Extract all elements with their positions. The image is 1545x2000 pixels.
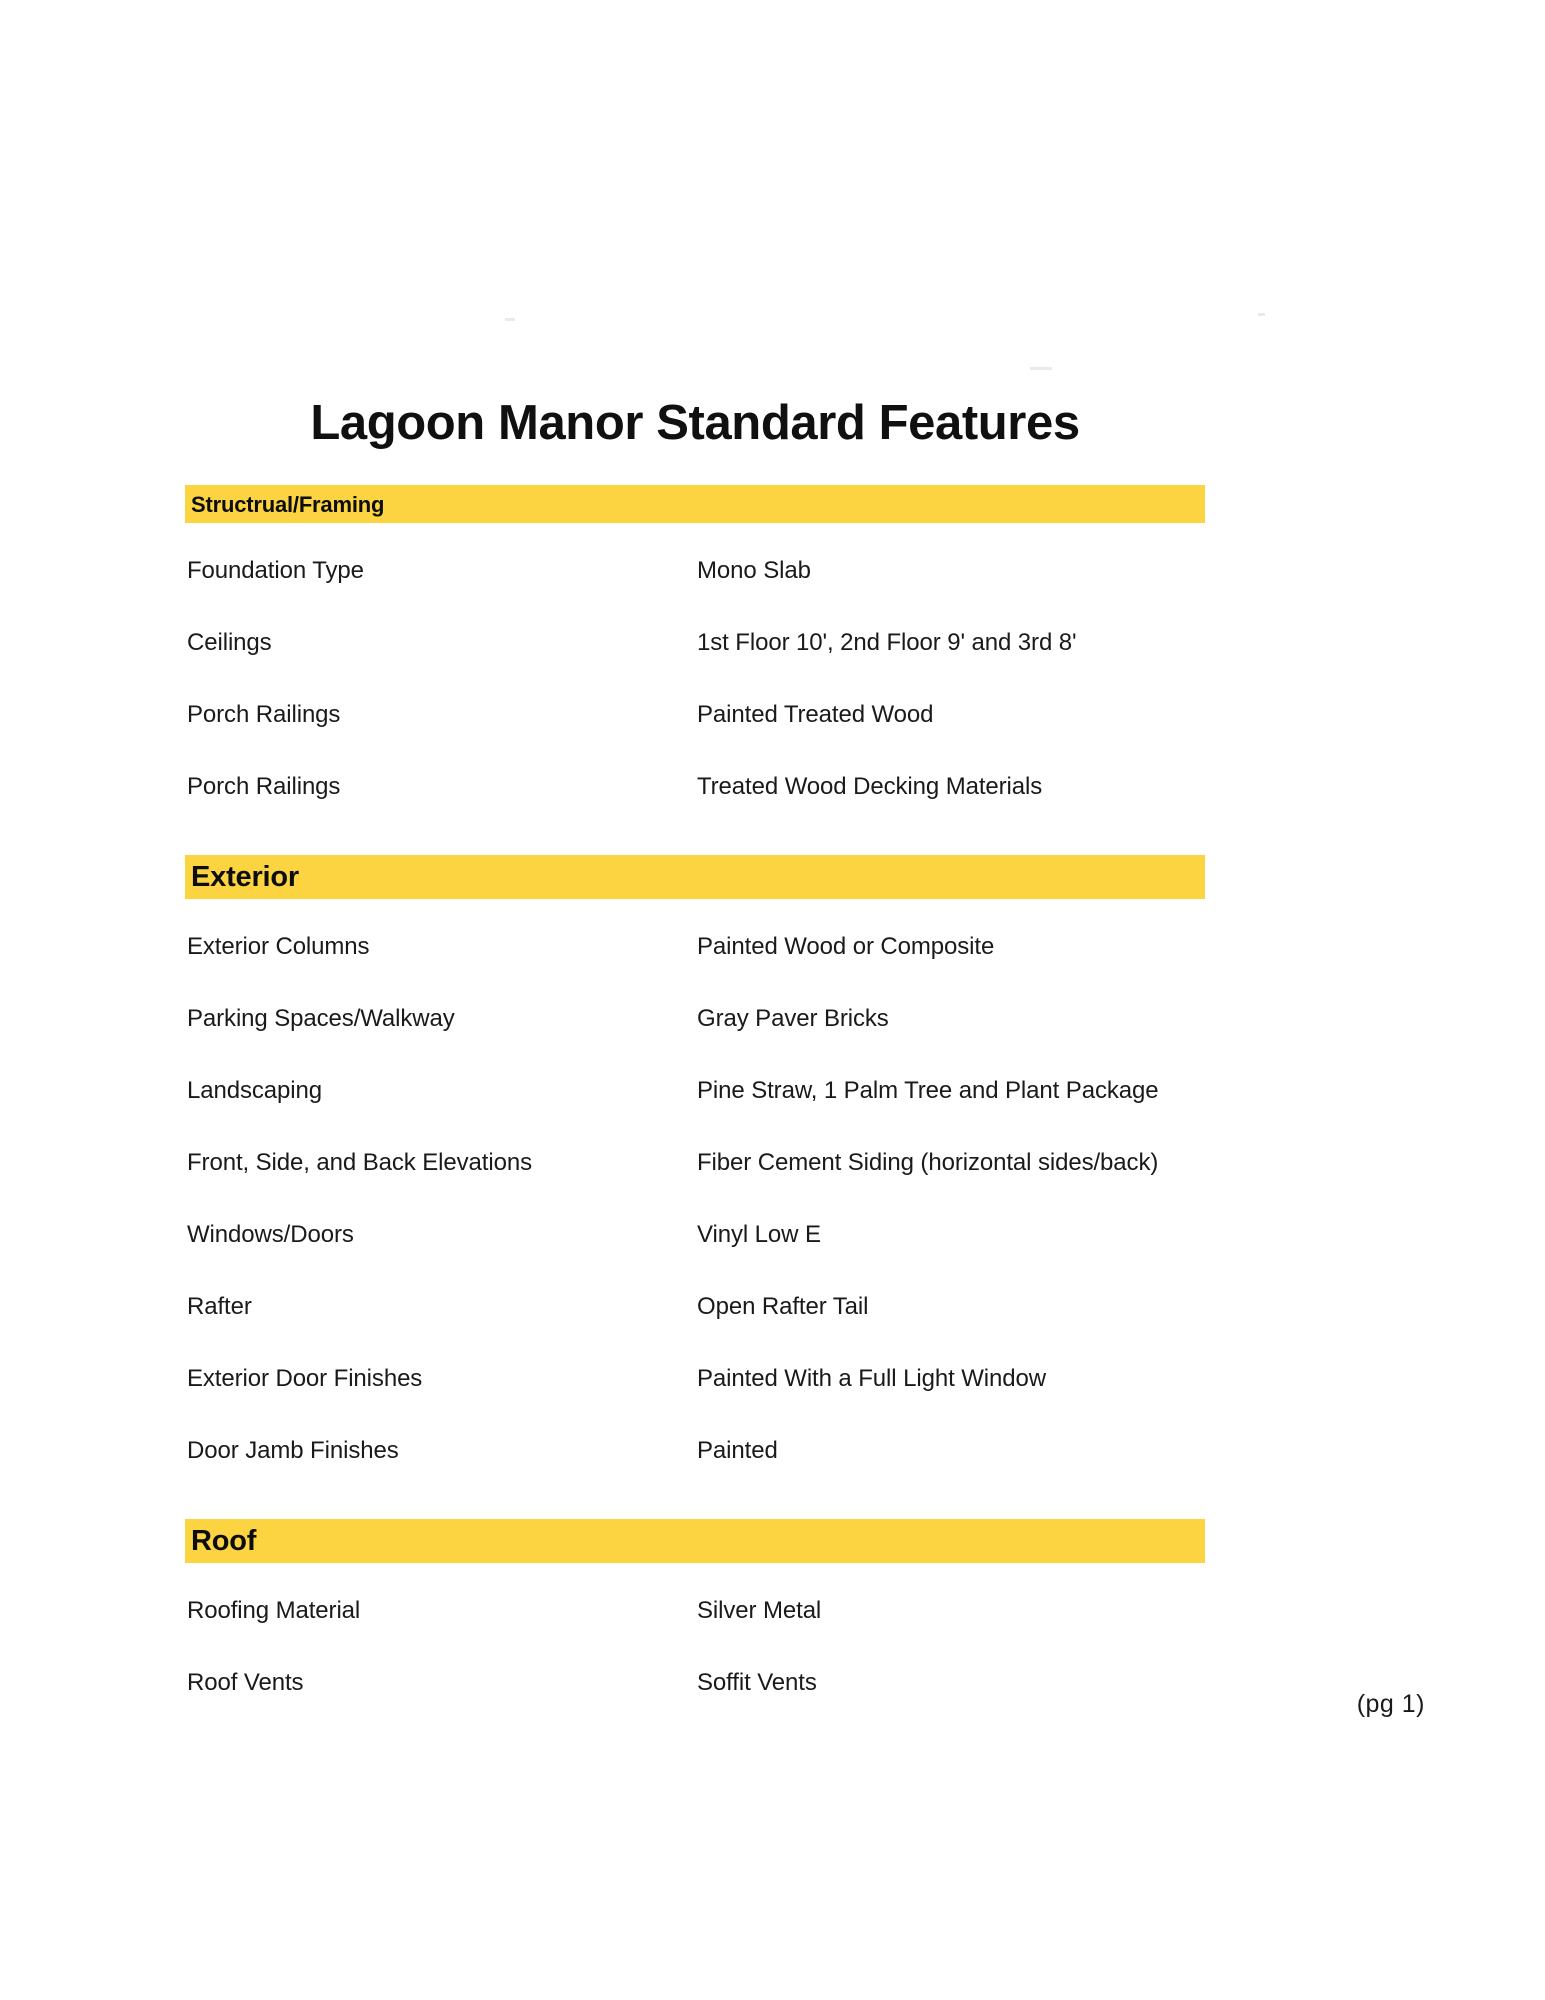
section-header-spacer: [185, 1563, 1205, 1597]
feature-label: Exterior Columns: [187, 933, 370, 961]
feature-row: [185, 701, 1205, 773]
feature-label: Ceilings: [187, 629, 272, 657]
feature-value: Mono Slab: [697, 557, 811, 585]
feature-label: Exterior Door Finishes: [187, 1365, 423, 1393]
section-heading: Exterior: [191, 861, 299, 894]
feature-value: Painted With a Full Light Window: [697, 1365, 1046, 1393]
feature-row: [185, 629, 1205, 701]
feature-label: Roof Vents: [187, 1669, 304, 1697]
section-header-spacer: [185, 899, 1205, 933]
feature-label: Roofing Material: [187, 1597, 361, 1625]
feature-value: 1st Floor 10', 2nd Floor 9' and 3rd 8': [697, 629, 1077, 657]
feature-row: [185, 1669, 1205, 1741]
feature-value: Vinyl Low E: [697, 1221, 821, 1249]
section-header-bar: [185, 855, 1205, 899]
scan-artifact: [1258, 313, 1265, 316]
feature-label: Porch Railings: [187, 701, 341, 729]
feature-value: Silver Metal: [697, 1597, 822, 1625]
section-bottom-spacer: [185, 845, 1205, 855]
feature-label: Landscaping: [187, 1077, 323, 1105]
section: [185, 1519, 1205, 1751]
feature-row: [185, 1221, 1205, 1293]
feature-row: [185, 1005, 1205, 1077]
feature-value: Painted: [697, 1437, 778, 1465]
feature-label: Foundation Type: [187, 557, 364, 585]
feature-row: [185, 1077, 1205, 1149]
sections-container: [185, 485, 1205, 1751]
feature-row: [185, 773, 1205, 845]
feature-value: Pine Straw, 1 Palm Tree and Plant Package: [697, 1077, 1159, 1105]
section: [185, 485, 1205, 855]
title-spacer: [185, 449, 1205, 485]
feature-label: Porch Railings: [187, 773, 341, 801]
feature-value: Soffit Vents: [697, 1669, 817, 1697]
feature-value: Painted Wood or Composite: [697, 933, 995, 961]
feature-value: Fiber Cement Siding (horizontal sides/back): [697, 1149, 1159, 1177]
feature-value: Treated Wood Decking Materials: [697, 773, 1043, 801]
feature-row: [185, 1149, 1205, 1221]
feature-row: [185, 557, 1205, 629]
section-header-bar: [185, 485, 1205, 523]
section-heading: Structrual/Framing: [191, 492, 385, 518]
feature-rows: [185, 557, 1205, 845]
feature-label: Front, Side, and Back Elevations: [187, 1149, 532, 1177]
feature-row: [185, 933, 1205, 1005]
section-heading: Roof: [191, 1525, 257, 1558]
section-bottom-spacer: [185, 1741, 1205, 1751]
feature-label: Parking Spaces/Walkway: [187, 1005, 455, 1033]
feature-row: [185, 1437, 1205, 1509]
section-header-spacer: [185, 523, 1205, 557]
section-bottom-spacer: [185, 1509, 1205, 1519]
section: [185, 855, 1205, 1519]
feature-label: Rafter: [187, 1293, 252, 1321]
feature-rows: [185, 1597, 1205, 1741]
document-content: [185, 0, 1205, 1751]
section-header-bar: [185, 1519, 1205, 1563]
feature-label: Windows/Doors: [187, 1221, 354, 1249]
feature-row: [185, 1365, 1205, 1437]
feature-label: Door Jamb Finishes: [187, 1437, 399, 1465]
feature-rows: [185, 933, 1205, 1509]
feature-row: [185, 1293, 1205, 1365]
feature-value: Gray Paver Bricks: [697, 1005, 889, 1033]
feature-value: Painted Treated Wood: [697, 701, 934, 729]
feature-value: Open Rafter Tail: [697, 1293, 869, 1321]
feature-row: [185, 1597, 1205, 1669]
page-number: (pg 1): [1356, 1690, 1425, 1718]
page-title: Lagoon Manor Standard Features: [310, 396, 1080, 450]
